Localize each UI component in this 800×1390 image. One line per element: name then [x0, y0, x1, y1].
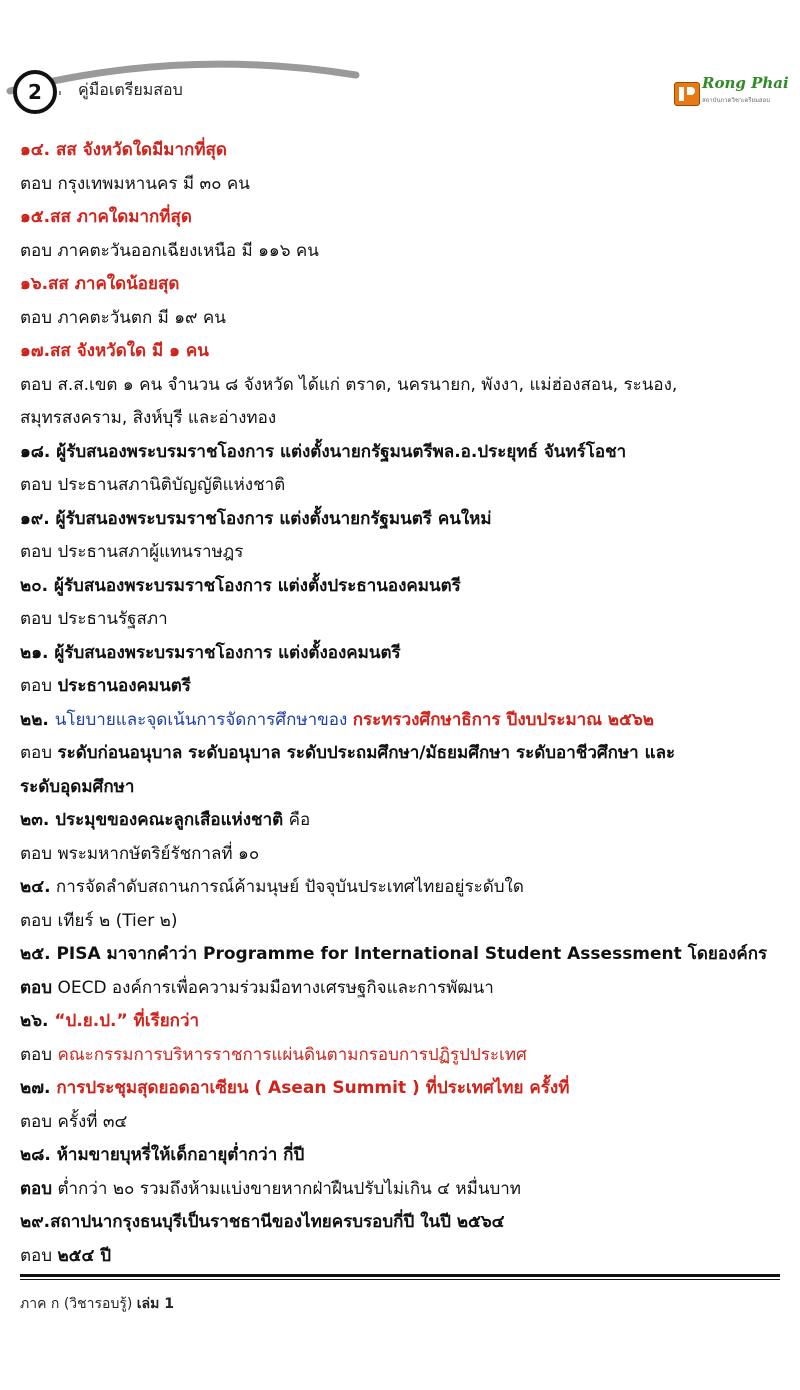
text-line [20, 737, 785, 771]
text-line [20, 1139, 785, 1173]
text-segment: ๒๔. [20, 877, 51, 897]
text-line [20, 1072, 785, 1106]
text-segment: ต่ำกว่า ๒๐ รวมถึงห้ามแบ่งขายหากฝ่าฝืนปรับไม่เกิน ๔ หมื่นบาท [52, 1178, 521, 1199]
text-segment: ๑๙. ผู้รับสนองพระบรมราชโองการ แต่งตั้งนายกรัฐมนตรี คนใหม่ [20, 508, 492, 529]
hp-logo-icon [674, 82, 700, 106]
footer-rule-thin [20, 1279, 780, 1280]
text-segment: สมุทรสงคราม, สิงห์บุรี และอ่างทอง [20, 408, 277, 428]
text-line [20, 1005, 785, 1039]
logo-text: Rong Phai [702, 74, 789, 92]
text-segment: ตอบ ภาคตะวันตก มี ๑๙ คน [20, 307, 226, 328]
text-line [20, 1173, 785, 1207]
text-segment: ตอบ [20, 1178, 53, 1199]
logo-subtext: สถาบันกวดวิชาเตรียมสอบ [702, 97, 770, 104]
text-segment: ๒๖. [20, 1011, 55, 1031]
text-segment: ๒๙.สถาปนากรุงธนบุรีเป็นราชธานีของไทยครบรอบกี่ปี ในปี ๒๕๖๔ [20, 1212, 505, 1232]
text-segment: ตอบ ภาคตะวันออกเฉียงเหนือ มี ๑๑๖ คน [20, 240, 319, 261]
text-segment: ตอบ [20, 1245, 58, 1266]
text-segment: ตอบ ประธานสภานิติบัญญัติแห่งชาติ [20, 475, 286, 495]
text-line [20, 134, 785, 168]
text-segment: ๑๖.สส ภาคใดน้อยสุด [20, 274, 180, 294]
text-segment: ๒๐. ผู้รับสนองพระบรมราชโองการ แต่งตั้งประธานองคมนตรี [20, 575, 461, 596]
text-line [20, 335, 785, 369]
text-line [20, 1206, 785, 1240]
text-line [20, 938, 785, 972]
text-line [20, 905, 785, 939]
text-segment: คือ [283, 810, 311, 830]
text-line [20, 871, 785, 905]
text-segment: ๒๗. [20, 1078, 57, 1098]
qa-content [20, 134, 785, 1273]
text-line [20, 972, 785, 1006]
page-header [0, 0, 800, 120]
text-segment: การจัดลำดับสถานการณ์ค้ามนุษย์ ปัจจุบันประเทศไทยอยู่ระดับใด [50, 877, 524, 897]
text-line [20, 704, 785, 738]
brand-logo [672, 72, 789, 108]
text-segment: ๑๕.สส ภาคใดมากที่สุด [20, 207, 192, 227]
text-line [20, 1106, 785, 1140]
text-line [20, 168, 785, 202]
text-line [20, 436, 785, 470]
text-line [20, 402, 785, 436]
text-line [20, 201, 785, 235]
text-segment: ๒๒. [20, 709, 55, 730]
page-number-badge: 2 [13, 70, 57, 114]
footer-rule-thick [20, 1274, 780, 1277]
text-line [20, 804, 785, 838]
text-segment: ตอบ [20, 977, 53, 998]
text-line [20, 536, 785, 570]
text-segment: ๒๓. ประมุขของคณะลูกเสือแห่งชาติ [20, 810, 284, 830]
text-segment: ตอบ พระมหากษัตริย์รัชกาลที่ ๑๐ [20, 843, 260, 864]
text-line [20, 235, 785, 269]
text-segment: คณะกรรมการบริหารราชการแผ่นดินตามกรอบการปฏิรูปประเทศ [57, 1044, 527, 1065]
text-segment: OECD องค์การเพื่อความร่วมมือทางเศรษฐกิจและการพัฒนา [52, 977, 494, 998]
footer-section: ภาค ก (วิชารอบรู้) [20, 1296, 137, 1312]
text-segment: ตอบ [20, 676, 58, 696]
text-segment: ๒๕๔ ปี [57, 1245, 112, 1266]
text-line [20, 1039, 785, 1073]
footer-volume: เล่ม 1 [136, 1296, 174, 1312]
text-segment: “ป.ย.ป.” ที่เรียกว่า [54, 1011, 200, 1031]
text-segment: ตอบ ประธานรัฐสภา [20, 609, 168, 629]
text-line [20, 1240, 785, 1274]
text-line [20, 469, 785, 503]
text-segment: ๑๔. สส จังหวัดใดมีมากที่สุด [20, 140, 227, 160]
text-line [20, 771, 785, 805]
text-segment: นโยบายและจุดเน้นการจัดการศึกษาของ [54, 709, 353, 730]
text-segment: ระดับก่อนอนุบาล ระดับอนุบาล ระดับประถมศึกษา/มัธยมศึกษา ระดับอาชีวศึกษา และ [57, 743, 676, 763]
text-line [20, 637, 785, 671]
page-footer [20, 1293, 174, 1315]
text-line [20, 268, 785, 302]
text-segment: ตอบ ประธานสภาผู้แทนราษฎร [20, 542, 244, 562]
text-segment: การประชุมสุดยอดอาเซียน ( Asean Summit ) ที่ประเทศไทย ครั้งที่ [56, 1078, 570, 1098]
text-line [20, 503, 785, 537]
text-segment: ตอบ ครั้งที่ ๓๔ [20, 1111, 128, 1132]
text-line [20, 603, 785, 637]
text-line [20, 670, 785, 704]
text-line [20, 302, 785, 336]
text-line [20, 838, 785, 872]
text-segment: ประธานองคมนตรี [57, 676, 191, 696]
text-segment: ตอบ ส.ส.เขต ๑ คน จำนวน ๘ จังหวัด ได้แก่ ตราด, นครนายก, พังงา, แม่ฮ่องสอน, ระนอง, [20, 374, 678, 395]
text-segment: ๒๕. PISA มาจากคำว่า Programme for International Student Assessment โดยองค์กร [20, 944, 768, 964]
text-segment: ตอบ กรุงเทพมหานคร มี ๓๐ คน [20, 173, 250, 194]
text-segment: ตอบ [20, 743, 58, 763]
text-segment: กระทรวงศึกษาธิการ ปีงบประมาณ ๒๕๖๒ [352, 709, 654, 730]
text-segment: ๒๘. ห้ามขายบุหรี่ให้เด็กอายุต่ำกว่า กี่ปี [20, 1145, 305, 1165]
text-segment: ตอบ [20, 1044, 58, 1065]
text-segment: ตอบ เทียร์ ๒ (Tier ๒) [20, 910, 178, 931]
header-title: คู่มือเตรียมสอบ [78, 80, 183, 99]
text-line [20, 570, 785, 604]
text-line [20, 369, 785, 403]
text-segment: ๑๗.สส จังหวัดใด มี ๑ คน [20, 341, 209, 361]
text-segment: ๑๘. ผู้รับสนองพระบรมราชโองการ แต่งตั้งนายกรัฐมนตรีพล.อ.ประยุทธ์ จันทร์โอชา [20, 441, 627, 462]
text-segment: ระดับอุดมศึกษา [20, 776, 135, 797]
header-arc-decoration [0, 55, 400, 95]
text-segment: ๒๑. ผู้รับสนองพระบรมราชโองการ แต่งตั้งองคมนตรี [20, 642, 401, 663]
